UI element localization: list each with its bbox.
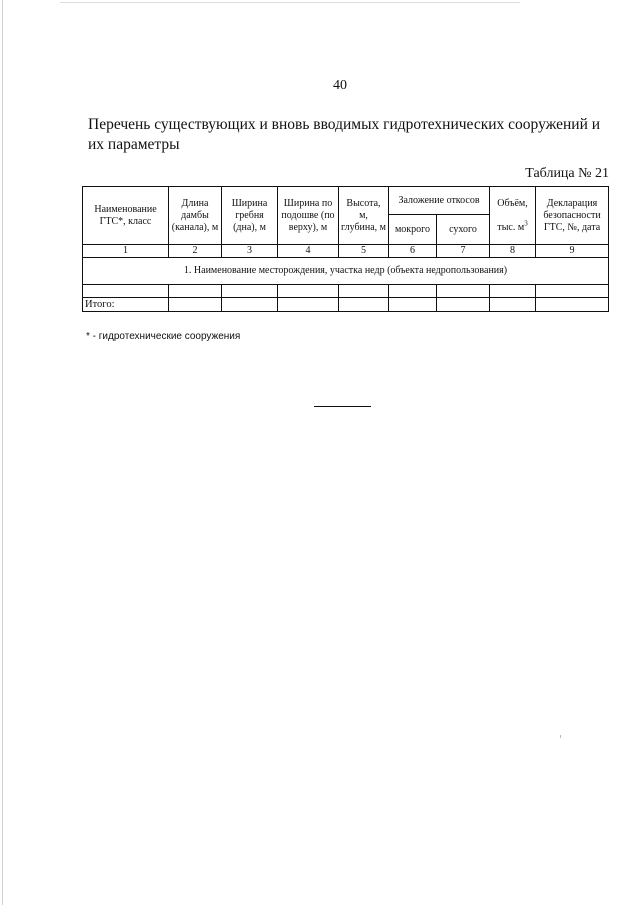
header-dam-length: Длина дамбы (канала), м	[169, 187, 222, 245]
col-num-4: 4	[278, 245, 339, 258]
header-volume-top: Объём,	[497, 197, 528, 209]
column-number-row	[83, 245, 609, 258]
col-num-6: 6	[389, 245, 437, 258]
header-declaration: Декларация безопасности ГТС, №, дата	[536, 187, 609, 245]
page-number: 40	[333, 78, 347, 93]
total-row	[83, 298, 609, 312]
end-divider	[314, 406, 371, 407]
col-num-5: 5	[339, 245, 389, 258]
footnote: * - гидротехнические сооружения	[86, 331, 241, 342]
header-volume-sup: 3	[524, 219, 528, 228]
header-volume-unit: тыс. м	[497, 221, 525, 233]
header-name: Наименование ГТС*, класс	[83, 187, 169, 245]
header-row-top	[83, 187, 609, 215]
header-height: Высота, м, глубина, м	[339, 187, 389, 245]
col-num-3: 3	[222, 245, 278, 258]
header-slopes: Заложение откосов	[389, 187, 490, 215]
header-slope-wet: мокрого	[389, 215, 437, 245]
table-label: Таблица № 21	[525, 166, 609, 181]
col-num-7: 7	[437, 245, 490, 258]
scan-top-line	[60, 2, 520, 3]
section-row	[83, 258, 609, 285]
col-num-1: 1	[83, 245, 169, 258]
col-num-8: 8	[490, 245, 536, 258]
section-title: 1. Наименование месторождения, участка недр (объекта недропользования)	[83, 258, 609, 285]
structures-table	[82, 186, 609, 312]
scan-speck	[560, 735, 561, 738]
col-num-9: 9	[536, 245, 609, 258]
header-crest-width: Ширина гребня (дна), м	[222, 187, 278, 245]
total-label: Итого:	[83, 298, 169, 312]
col-num-2: 2	[169, 245, 222, 258]
header-slope-dry: сухого	[437, 215, 490, 245]
header-volume	[490, 187, 536, 245]
page-title: Перечень существующих и вновь вводимых гидротехнических сооружений и их параметры	[88, 116, 601, 153]
table-row	[83, 285, 609, 298]
header-base-width: Ширина по подошве (по верху), м	[278, 187, 339, 245]
page-edge	[2, 0, 3, 905]
